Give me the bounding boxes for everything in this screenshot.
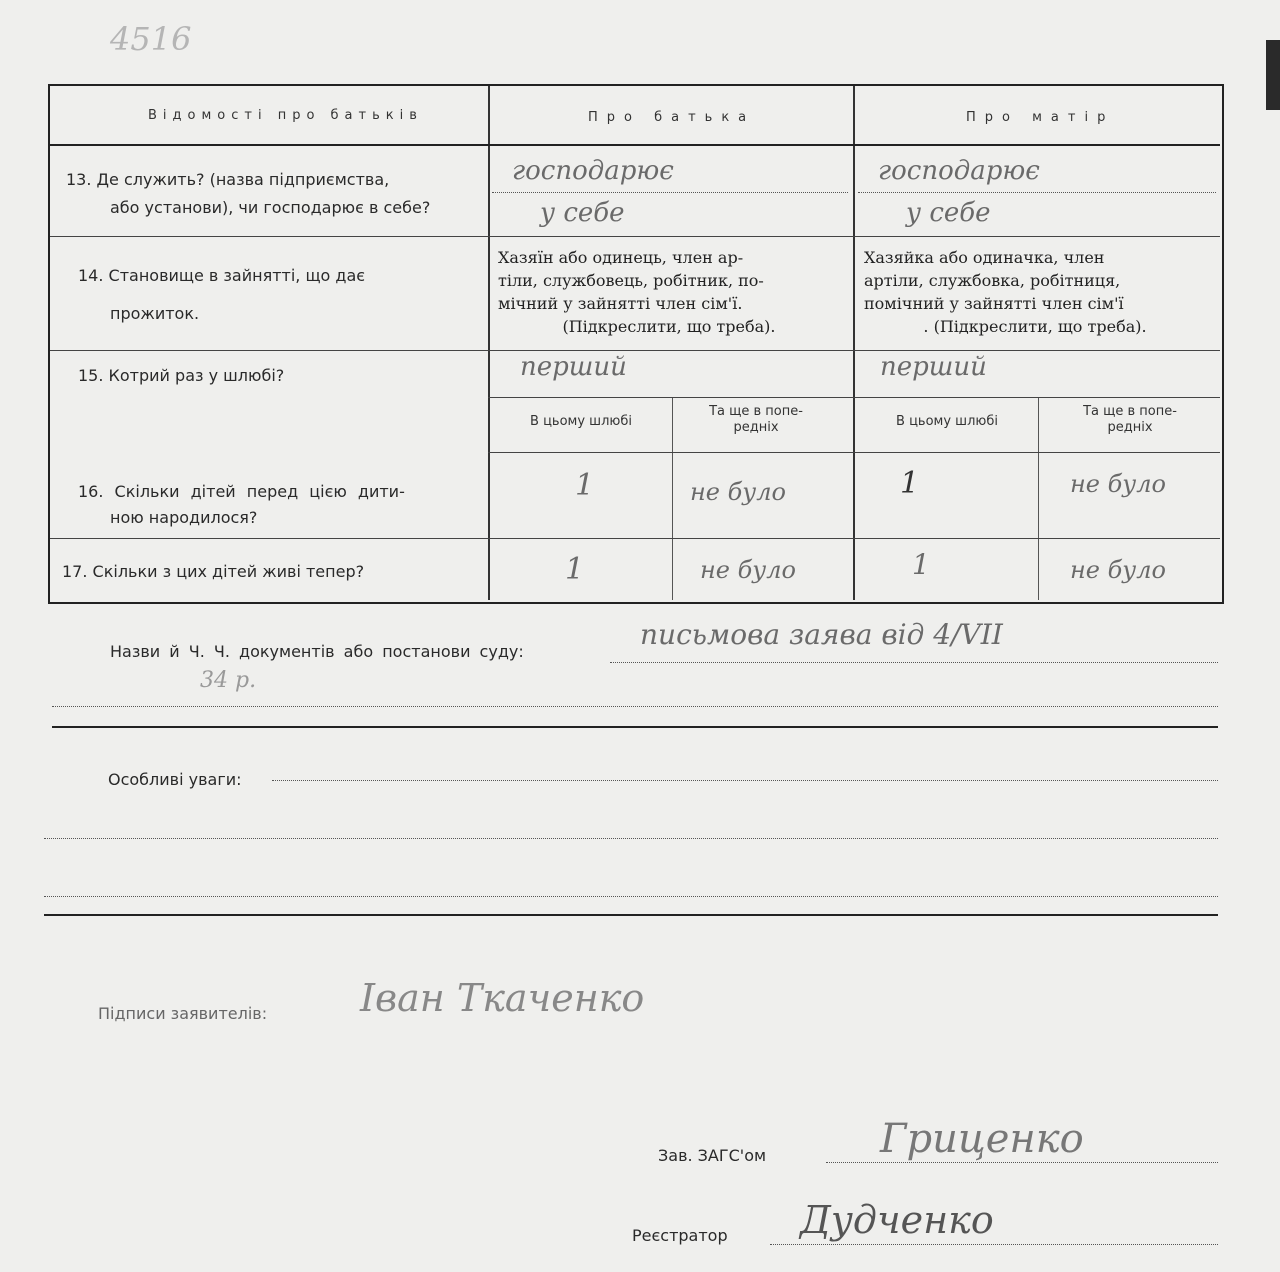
section-rule [52, 726, 1218, 728]
row14-father-line: Хазяїн або одинець, член ар- [498, 248, 744, 267]
table-rule [50, 236, 1220, 237]
row14-father-line: (Підкреслити, що треба). [562, 317, 776, 336]
head-label: Зав. ЗАГС'ом [658, 1146, 767, 1165]
dotted-line [492, 192, 848, 193]
archive-number: 4516 [110, 20, 192, 58]
signatures-label: Підписи заявителів: [98, 1004, 268, 1023]
header-mother: Про матір [966, 110, 1115, 125]
row13-father-value: у себе [540, 198, 625, 228]
row14-father-line: тіли, службовець, робітник, по- [498, 271, 764, 290]
dotted-line [858, 192, 1216, 193]
subheader-line: Та ще в попе- [1083, 404, 1177, 419]
documents-label: Назви й Ч. Ч. документів або постанови суду: [110, 642, 524, 661]
subheader-father-this-marriage: В цьому шлюбі [530, 414, 632, 429]
row15-mother-value: перший [880, 352, 987, 382]
row17-label: 17. Скільки з цих дітей живі тепер? [62, 562, 365, 581]
subheader-line: редніх [733, 420, 779, 435]
row16-father-prev: не було [690, 478, 786, 506]
row13-label: 13. Де служить? (назва підприємства, [66, 170, 390, 189]
row16-mother-prev: не було [1070, 470, 1166, 498]
remarks-label: Особливі уваги: [108, 770, 242, 789]
row16-father-this: 1 [575, 468, 595, 503]
subheader-father-previous [676, 404, 836, 436]
row13-mother-value: у себе [906, 198, 991, 228]
table-divider [1038, 398, 1039, 600]
table-rule [50, 538, 1220, 539]
table-divider [672, 398, 673, 600]
header-father: Про батька [588, 110, 756, 125]
row16-label: ною народилося? [110, 508, 258, 527]
row15-father-value: перший [520, 352, 627, 382]
row14-mother-line: артіли, службовка, робітниця, [864, 271, 1121, 290]
row14-label: 14. Становище в зайнятті, що дає [78, 266, 366, 285]
subheader-mother-previous [1042, 404, 1218, 436]
row17-mother-prev: не було [1070, 556, 1166, 584]
subheader-line: редніх [1107, 420, 1153, 435]
paper-edge-mark [1266, 40, 1280, 110]
row17-mother-this: 1 [912, 548, 930, 581]
row14-mother-line: . (Підкреслити, що треба). [923, 317, 1147, 336]
subheader-mother-this-marriage: В цьому шлюбі [896, 414, 998, 429]
row13-mother-value: господарює [878, 156, 1040, 186]
row16-mother-this: 1 [900, 466, 920, 501]
header-parents-info: Відомості про батьків [148, 108, 423, 123]
row17-father-prev: не було [700, 556, 796, 584]
table-rule [488, 397, 1220, 398]
documents-value: 34 р. [200, 668, 257, 693]
applicant-signature: Іван Ткаченко [360, 976, 645, 1020]
row14-mother-line: помічний у зайнятті член сім'ї [864, 294, 1124, 313]
table-divider [488, 86, 490, 600]
row14-mother-options [864, 246, 1206, 338]
documents-line [52, 706, 1218, 707]
row17-father-this: 1 [565, 552, 585, 587]
registrar-signature: Дудченко [800, 1198, 994, 1242]
head-line [826, 1162, 1218, 1163]
table-rule [50, 350, 1220, 351]
row14-father-line: мічний у зайнятті член сім'ї. [498, 294, 743, 313]
row13-father-value: господарює [512, 156, 674, 186]
remarks-line [44, 896, 1218, 897]
row14-father-options [498, 246, 840, 338]
section-rule [44, 914, 1218, 916]
row13-label: або установи), чи господарює в себе? [110, 198, 431, 217]
documents-value: письмова заява від 4/VII [640, 618, 1003, 651]
row16-label: 16. Скільки дітей перед цією дити- [78, 482, 405, 501]
row14-label: прожиток. [110, 304, 200, 323]
row15-label: 15. Котрий раз у шлюбі? [78, 366, 285, 385]
table-divider [853, 86, 855, 600]
remarks-line [272, 780, 1218, 781]
table-rule [488, 452, 1220, 453]
row14-mother-line: Хазяйка або одиначка, член [864, 248, 1105, 267]
table-rule [50, 144, 1220, 146]
documents-line [610, 662, 1218, 663]
head-signature: Гриценко [880, 1116, 1084, 1162]
remarks-line [44, 838, 1218, 839]
registrar-line [770, 1244, 1218, 1245]
registrar-label: Реєстратор [632, 1226, 728, 1245]
subheader-line: Та ще в попе- [709, 404, 803, 419]
